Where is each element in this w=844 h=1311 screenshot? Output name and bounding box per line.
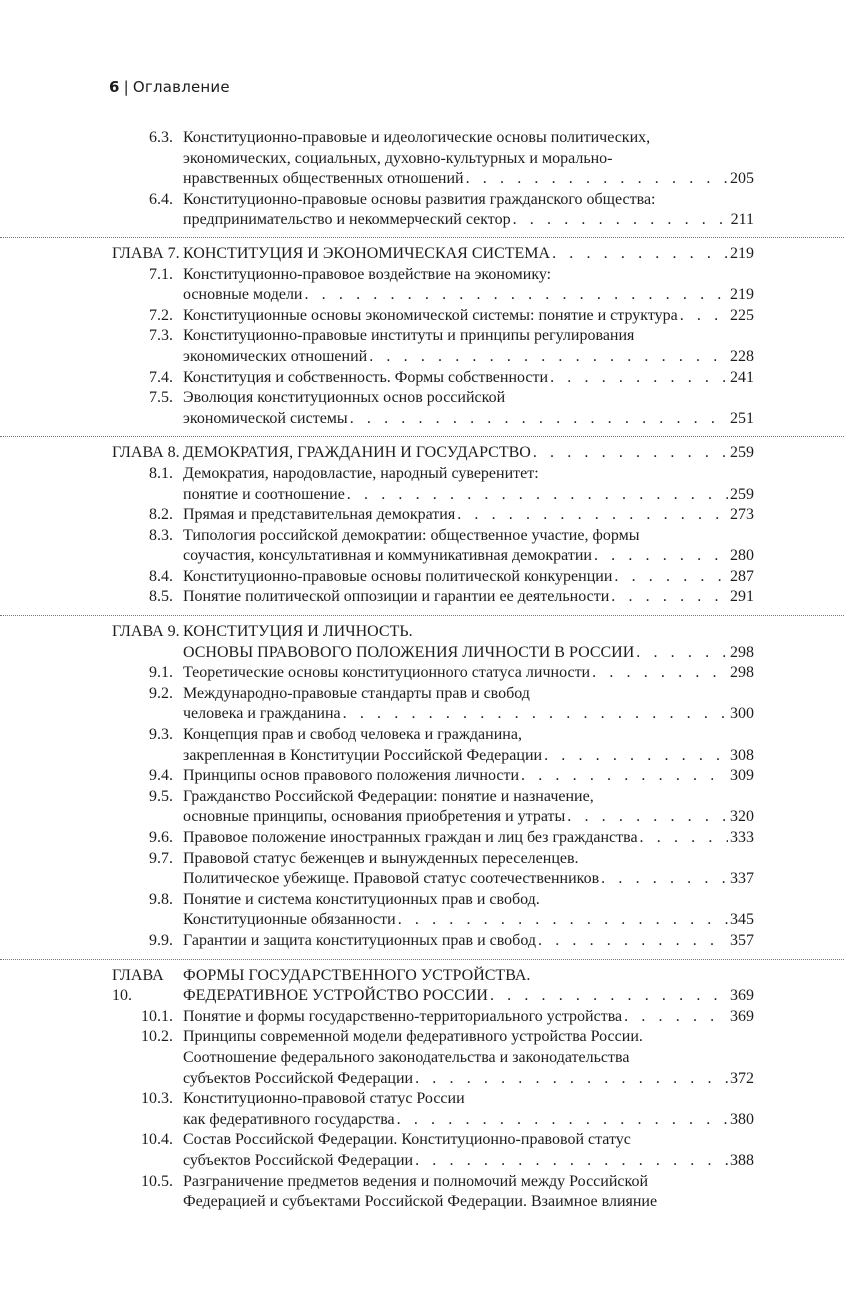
- toc-title-line: [183, 787, 754, 808]
- dot-leader: [640, 828, 728, 849]
- toc-page-number: 388: [730, 1151, 754, 1169]
- toc-title-line: [183, 643, 754, 664]
- toc-entry-number: 6.4.: [149, 190, 173, 208]
- toc-title-line: [183, 326, 754, 347]
- toc-title-line: [183, 1172, 754, 1193]
- toc-title-text: Соотношение федерального законодательства и законодательства: [183, 1048, 630, 1066]
- toc-section-entry[interactable]: [0, 587, 844, 608]
- toc-title-line: [183, 567, 754, 588]
- toc-title-text: ФОРМЫ ГОСУДАРСТВЕННОГО УСТРОЙСТВА.: [183, 966, 531, 984]
- toc-title-text: ОСНОВЫ ПРАВОВОГО ПОЛОЖЕНИЯ ЛИЧНОСТИ В РОССИИ: [183, 643, 635, 661]
- toc-entry-title: [183, 190, 754, 231]
- toc-section-entry[interactable]: [0, 567, 844, 588]
- dot-leader: [304, 285, 728, 306]
- toc-entry-title: [183, 1007, 754, 1028]
- toc-entry-title: [183, 326, 754, 367]
- toc-title-line: [183, 505, 754, 526]
- dot-leader: [567, 807, 728, 828]
- table-of-contents: [0, 128, 844, 1213]
- dot-leader: [457, 505, 728, 526]
- toc-entry-number: 9.5.: [149, 787, 173, 805]
- toc-entry-number: 10.4.: [141, 1131, 173, 1149]
- toc-title-text: Понятие политической оппозиции и гарантии ее деятельности: [183, 588, 610, 606]
- toc-page-number: 225: [730, 306, 754, 324]
- toc-title-text: Конституционно-правовое воздействие на экономику:: [183, 265, 552, 283]
- toc-title-text: КОНСТИТУЦИЯ И ЛИЧНОСТЬ.: [183, 623, 413, 641]
- toc-title-line: [183, 1130, 754, 1151]
- toc-title-text: основные принципы, основания приобретения и утраты: [183, 808, 566, 826]
- toc-entry-number: 9.1.: [149, 664, 173, 682]
- toc-entry-number: 8.3.: [149, 526, 173, 544]
- toc-page-number: 251: [730, 409, 754, 427]
- toc-title-line: [183, 306, 754, 327]
- toc-title-line: [183, 190, 754, 211]
- toc-section-entry[interactable]: [0, 931, 844, 952]
- toc-title-line: [183, 1192, 754, 1213]
- dot-leader: [521, 766, 728, 787]
- dot-leader: [513, 210, 729, 231]
- toc-section-entry[interactable]: [0, 787, 844, 828]
- toc-title-line: [183, 347, 754, 368]
- dot-leader: [369, 347, 728, 368]
- toc-page-number: 219: [730, 286, 754, 304]
- toc-title-text: Конституционно-правовые основы политической конкуренции: [183, 567, 613, 585]
- toc-page-number: 345: [730, 911, 754, 929]
- toc-entry-number: 7.3.: [149, 327, 173, 345]
- toc-title-text: Принципы основ правового положения личности: [183, 767, 520, 785]
- toc-section-entry[interactable]: [0, 190, 844, 231]
- dot-leader: [614, 567, 728, 588]
- toc-title-text: Концепция прав и свобод человека и гражданина,: [183, 726, 522, 744]
- toc-title-text: Конституционно-правовые институты и принципы регулирования: [183, 327, 635, 345]
- toc-section-entry[interactable]: [0, 388, 844, 429]
- toc-entry-title: [183, 849, 754, 890]
- toc-chapter-entry[interactable]: [0, 615, 844, 663]
- toc-page-number: 259: [730, 444, 754, 462]
- toc-entry-number: 8.5.: [149, 588, 173, 606]
- dot-leader: [594, 546, 728, 567]
- toc-entry-number: 8.1.: [149, 464, 173, 482]
- toc-title-line: [183, 1151, 754, 1172]
- toc-page-number: 287: [730, 567, 754, 585]
- toc-title-line: [183, 746, 754, 767]
- toc-entry-title: [183, 663, 754, 684]
- toc-title-line: [183, 546, 754, 567]
- toc-entry-title: [183, 890, 754, 931]
- toc-entry-number: 10.3.: [141, 1090, 173, 1108]
- toc-chapter-entry[interactable]: [0, 959, 844, 1007]
- dot-leader: [550, 368, 728, 389]
- toc-title-text: закрепленная в Конституции Российской Федерации: [183, 746, 543, 764]
- toc-section-entry[interactable]: [0, 890, 844, 931]
- toc-page-number: 219: [730, 244, 754, 262]
- toc-title-line: [183, 807, 754, 828]
- header-separator: |: [123, 78, 129, 96]
- toc-title-line: [183, 725, 754, 746]
- toc-page-number: 337: [730, 870, 754, 888]
- toc-entry-title: [183, 725, 754, 766]
- toc-entry-title: [183, 684, 754, 725]
- toc-entry-number: 10.1.: [141, 1007, 173, 1025]
- toc-title-line: [183, 265, 754, 286]
- toc-section-entry[interactable]: [0, 684, 844, 725]
- toc-entry-title: [183, 1027, 754, 1089]
- toc-section-entry[interactable]: [0, 1007, 844, 1028]
- toc-page-number: 211: [730, 211, 754, 229]
- toc-title-line: [183, 210, 754, 231]
- dot-leader: [533, 443, 728, 464]
- toc-title-text: Правовое положение иностранных граждан и лиц без гражданства: [183, 829, 638, 846]
- toc-entry-title: [183, 1089, 754, 1130]
- dot-leader: [397, 1110, 728, 1131]
- toc-entry-title: [183, 388, 754, 429]
- toc-entry-title: [183, 505, 754, 526]
- toc-title-line: [183, 849, 754, 870]
- dot-leader: [544, 746, 728, 767]
- toc-title-line: [183, 766, 754, 787]
- toc-title-line: [183, 285, 754, 306]
- toc-page-number: 380: [730, 1110, 754, 1128]
- toc-entry-number: ГЛАВА 8.: [112, 444, 180, 462]
- toc-page-number: 228: [730, 347, 754, 365]
- toc-entry-title: [183, 966, 754, 1007]
- toc-title-line: [183, 388, 754, 409]
- toc-title-line: [183, 1048, 754, 1069]
- toc-entry-number: 9.6.: [149, 829, 173, 846]
- toc-title-line: [183, 526, 754, 547]
- toc-title-text: Теоретические основы конституционного статуса личности: [183, 664, 591, 682]
- toc-title-text: Политическое убежище. Правовой статус соотечественников: [183, 870, 600, 888]
- toc-page-number: 259: [730, 485, 754, 503]
- toc-page-number: 369: [730, 1007, 754, 1025]
- toc-title-text: Конституция и собственность. Формы собственности: [183, 368, 549, 386]
- toc-entry-number: 7.1.: [149, 265, 173, 283]
- toc-title-line: [183, 169, 754, 190]
- toc-title-text: как федеративного государства: [183, 1110, 395, 1128]
- toc-title-text: Состав Российской Федерации. Конституционно-правовой статус: [183, 1131, 631, 1149]
- dot-leader: [466, 169, 728, 190]
- toc-title-text: ФЕДЕРАТИВНОЕ УСТРОЙСТВО РОССИИ: [183, 987, 488, 1005]
- dot-leader: [538, 931, 728, 952]
- toc-entry-title: [183, 443, 754, 464]
- toc-page-number: 280: [730, 547, 754, 565]
- toc-title-line: [183, 663, 754, 684]
- toc-title-text: Федерацией и субъектами Российской Федерации. Взаимное влияние: [183, 1193, 658, 1211]
- toc-title-line: [183, 622, 754, 643]
- toc-title-line: [183, 443, 754, 464]
- toc-title-text: соучастия, консультативная и коммуникативная демократии: [183, 547, 592, 565]
- toc-section-entry[interactable]: [0, 526, 844, 567]
- toc-title-text: основные модели: [183, 286, 303, 304]
- toc-entry-title: [183, 244, 754, 265]
- toc-title-line: [183, 986, 754, 1007]
- toc-title-line: [183, 1027, 754, 1048]
- toc-entry-number: 8.4.: [149, 567, 173, 585]
- toc-section-entry[interactable]: [0, 326, 844, 367]
- toc-title-text: экономических, социальных, духовно-культурных и морально-: [183, 149, 613, 167]
- dot-leader: [680, 306, 728, 327]
- toc-section-entry[interactable]: [0, 505, 844, 526]
- toc-title-line: [183, 149, 754, 170]
- toc-title-line: [183, 368, 754, 389]
- running-header: [109, 78, 230, 96]
- toc-chapter-entry[interactable]: [0, 436, 844, 464]
- toc-page-number: 300: [730, 705, 754, 723]
- toc-title-text: субъектов Российской Федерации: [183, 1151, 414, 1169]
- toc-title-line: [183, 587, 754, 608]
- toc-title-line: [183, 966, 754, 987]
- toc-entry-number: 7.5.: [149, 389, 173, 407]
- toc-section-entry[interactable]: [0, 725, 844, 766]
- dot-leader: [611, 587, 728, 608]
- dot-leader: [601, 869, 728, 890]
- toc-entry-title: [183, 306, 754, 327]
- toc-title-text: Конституционно-правовые основы развития гражданского общества:: [183, 190, 656, 208]
- toc-page-number: 309: [730, 767, 754, 785]
- toc-title-text: Принципы современной модели федеративного устройства России.: [183, 1028, 643, 1046]
- toc-page-number: 333: [730, 829, 754, 846]
- toc-title-line: [183, 1089, 754, 1110]
- toc-title-text: Понятие и система конституционных прав и свобод.: [183, 890, 540, 908]
- toc-title-text: Гражданство Российской Федерации: понятие и назначение,: [183, 787, 594, 805]
- toc-title-text: Конституционные основы экономической системы: понятие и структура: [183, 306, 678, 324]
- toc-entry-title: [183, 931, 754, 952]
- dot-leader: [398, 910, 728, 931]
- toc-title-text: Гарантии и защита конституционных прав и свобод: [183, 931, 536, 949]
- dot-leader: [490, 986, 728, 1007]
- toc-title-text: субъектов Российской Федерации: [183, 1069, 414, 1087]
- toc-entry-number: 9.9.: [149, 931, 173, 949]
- toc-entry-number: 9.8.: [149, 890, 173, 908]
- toc-section-entry[interactable]: [0, 1172, 844, 1213]
- toc-page-number: 372: [730, 1069, 754, 1087]
- toc-title-line: [183, 128, 754, 149]
- toc-entry-number: 8.2.: [149, 506, 173, 524]
- toc-title-text: нравственных общественных отношений: [183, 170, 464, 188]
- toc-section-entry[interactable]: [0, 663, 844, 684]
- toc-page-number: 291: [730, 588, 754, 606]
- toc-entry-number: 9.2.: [149, 684, 173, 702]
- toc-page-number: 320: [730, 808, 754, 826]
- dot-leader: [343, 704, 728, 725]
- toc-title-line: [183, 869, 754, 890]
- dot-leader: [624, 1007, 728, 1028]
- toc-title-text: Демократия, народовластие, народный суверенитет:: [183, 464, 539, 482]
- toc-section-entry[interactable]: [0, 828, 844, 849]
- toc-section-entry[interactable]: [0, 1089, 844, 1130]
- dot-leader: [415, 1069, 728, 1090]
- toc-title-text: Разграничение предметов ведения и полномочий между Российской: [183, 1172, 649, 1190]
- toc-title-line: [183, 684, 754, 705]
- toc-section-entry[interactable]: [0, 368, 844, 389]
- toc-title-line: [183, 244, 754, 265]
- page-number: 6: [109, 78, 120, 96]
- toc-title-text: предпринимательство и некоммерческий сектор: [183, 211, 511, 229]
- toc-page-number: 298: [730, 664, 754, 682]
- toc-entry-title: [183, 787, 754, 828]
- toc-title-text: Конституционно-правовой статус России: [183, 1090, 465, 1108]
- toc-page-number: 273: [730, 506, 754, 524]
- toc-page-number: 205: [730, 170, 754, 188]
- dot-leader: [592, 663, 728, 684]
- toc-entry-title: [183, 567, 754, 588]
- toc-entry-number: 10.5.: [141, 1172, 173, 1190]
- toc-section-entry[interactable]: [0, 766, 844, 787]
- toc-section-entry[interactable]: [0, 1027, 844, 1089]
- toc-title-text: Конституционные обязанности: [183, 911, 396, 929]
- toc-section-entry[interactable]: [0, 464, 844, 505]
- toc-title-text: Прямая и представительная демократия: [183, 506, 456, 524]
- toc-section-entry[interactable]: [0, 128, 844, 190]
- toc-title-text: Конституционно-правовые и идеологические основы политических,: [183, 129, 651, 146]
- toc-entry-title: [183, 526, 754, 567]
- toc-section-entry[interactable]: [0, 849, 844, 890]
- toc-title-line: [183, 704, 754, 725]
- toc-title-text: Правовой статус беженцев и вынужденных переселенцев.: [183, 849, 579, 867]
- toc-entry-number: ГЛАВА 7.: [112, 244, 180, 262]
- toc-entry-number: 7.2.: [149, 306, 173, 324]
- toc-section-entry[interactable]: [0, 265, 844, 306]
- dot-leader: [350, 409, 728, 430]
- toc-section-entry[interactable]: [0, 1130, 844, 1171]
- toc-page-number: 241: [730, 368, 754, 386]
- toc-entry-number: 9.7.: [149, 849, 173, 867]
- toc-title-text: Эволюция конституционных основ российской: [183, 389, 506, 407]
- toc-title-line: [183, 1110, 754, 1131]
- toc-title-text: КОНСТИТУЦИЯ И ЭКОНОМИЧЕСКАЯ СИСТЕМА: [183, 244, 551, 262]
- toc-title-text: экономической системы: [183, 409, 348, 427]
- toc-title-line: [183, 890, 754, 911]
- toc-page-number: 369: [730, 987, 754, 1005]
- toc-title-line: [183, 931, 754, 952]
- toc-title-line: [183, 828, 754, 849]
- toc-title-line: [183, 464, 754, 485]
- toc-entry-number: 10.2.: [141, 1028, 173, 1046]
- toc-title-line: [183, 485, 754, 506]
- toc-entry-number: 6.3.: [149, 129, 173, 146]
- toc-title-line: [183, 1069, 754, 1090]
- toc-section-entry[interactable]: [0, 306, 844, 327]
- toc-entry-number: 7.4.: [149, 368, 173, 386]
- dot-leader: [347, 485, 728, 506]
- toc-entry-title: [183, 828, 754, 849]
- toc-title-line: [183, 409, 754, 430]
- toc-title-text: Типология российской демократии: общественное участие, формы: [183, 526, 640, 544]
- dot-leader: [636, 643, 728, 664]
- toc-title-text: экономических отношений: [183, 347, 368, 365]
- toc-entry-title: [183, 368, 754, 389]
- toc-entry-number: ГЛАВА 9.: [112, 623, 180, 641]
- toc-entry-number: 9.4.: [149, 767, 173, 785]
- toc-entry-title: [183, 128, 754, 190]
- toc-title-text: понятие и соотношение: [183, 485, 345, 503]
- dot-leader: [552, 244, 728, 265]
- toc-entry-title: [183, 587, 754, 608]
- toc-entry-title: [183, 766, 754, 787]
- toc-entry-number: ГЛАВА 10.: [112, 966, 164, 1005]
- toc-title-text: человека и гражданина: [183, 705, 341, 723]
- toc-title-text: Понятие и формы государственно-территориального устройства: [183, 1007, 623, 1025]
- toc-title-text: ДЕМОКРАТИЯ, ГРАЖДАНИН И ГОСУДАРСТВО: [183, 444, 531, 462]
- toc-page-number: 308: [730, 746, 754, 764]
- toc-title-line: [183, 910, 754, 931]
- toc-entry-title: [183, 622, 754, 663]
- toc-entry-title: [183, 1172, 754, 1213]
- toc-entry-number: 9.3.: [149, 726, 173, 744]
- toc-title-line: [183, 1007, 754, 1028]
- toc-title-text: Международно-правовые стандарты прав и свобод: [183, 684, 530, 702]
- dot-leader: [415, 1151, 728, 1172]
- toc-entry-title: [183, 464, 754, 505]
- toc-page-number: 298: [730, 643, 754, 661]
- toc-entry-title: [183, 265, 754, 306]
- toc-page-number: 357: [730, 931, 754, 949]
- header-title: Оглавление: [132, 78, 230, 96]
- toc-chapter-entry[interactable]: [0, 237, 844, 265]
- toc-entry-title: [183, 1130, 754, 1171]
